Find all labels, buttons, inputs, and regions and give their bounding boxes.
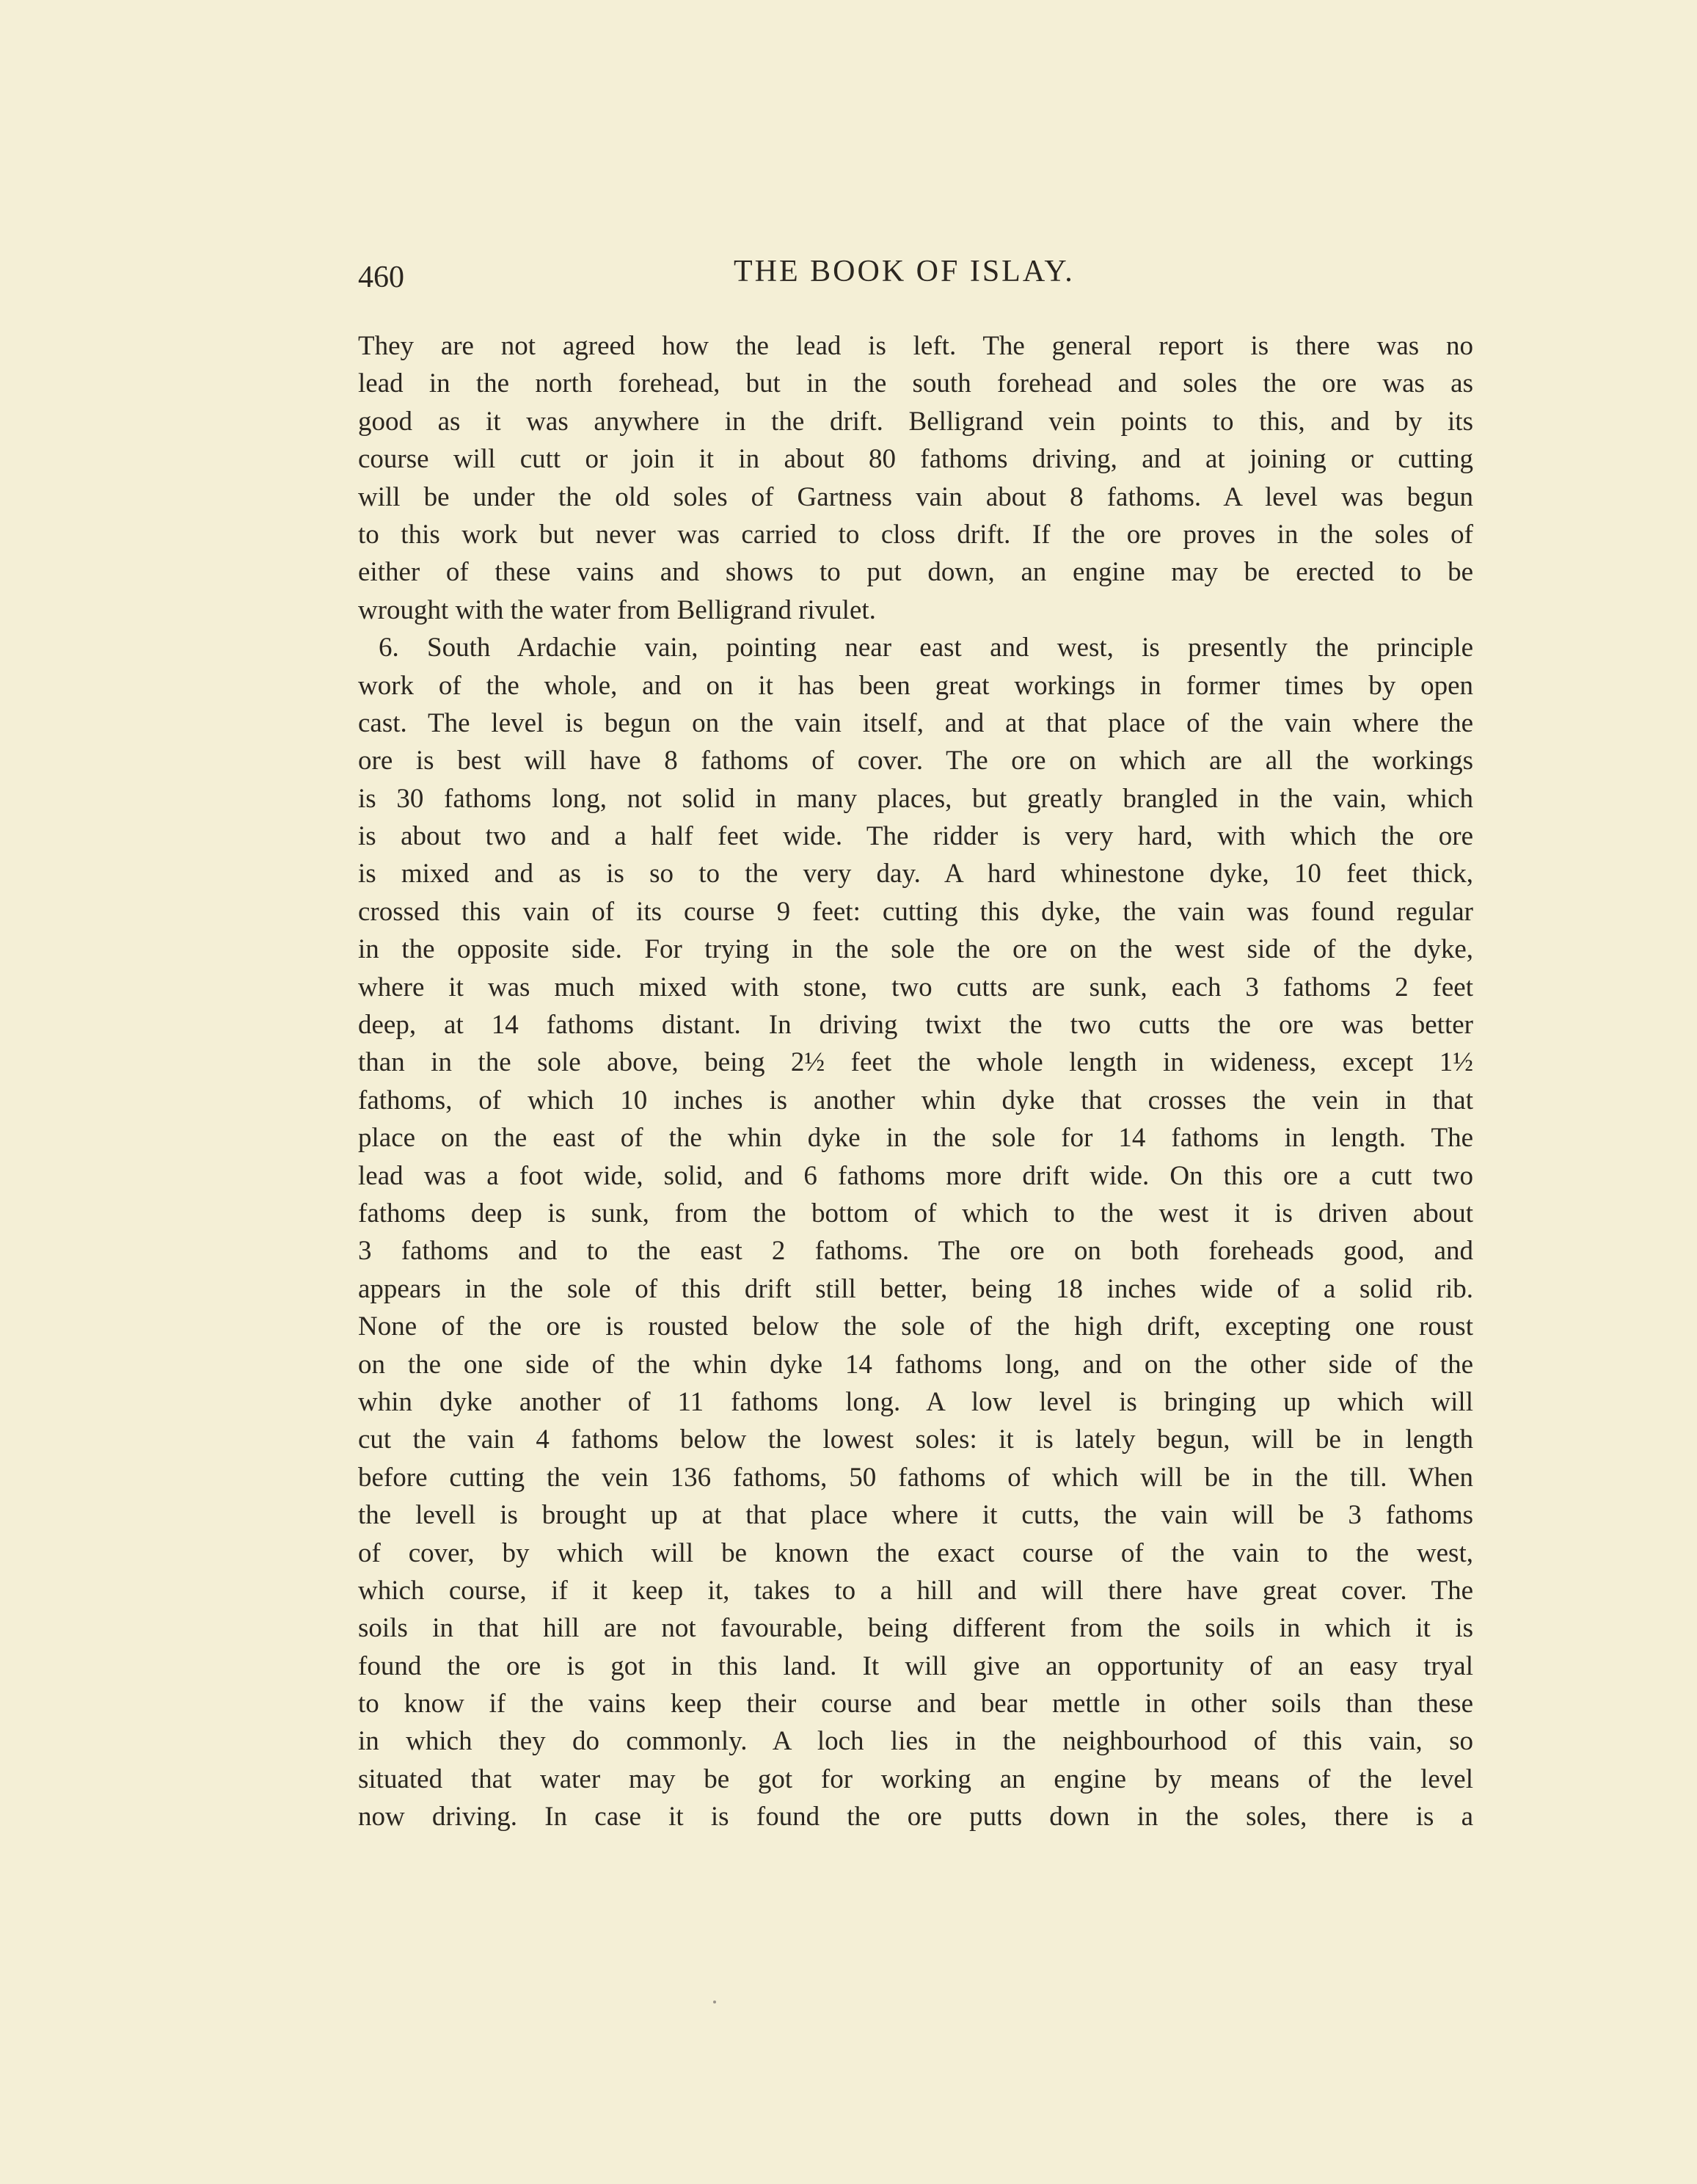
text-line: on the one side of the whin dyke 14 fathoms long, and on the other side of the: [358, 1349, 1473, 1380]
text-line: cast. The level is begun on the vain itself, and at that place of the vain where the: [358, 707, 1473, 738]
text-line: deep, at 14 fathoms distant. In driving twixt the two cutts the ore was better: [358, 1010, 1473, 1041]
text-line: cut the vain 4 fathoms below the lowest soles: it is lately begun, will be in length: [358, 1424, 1473, 1455]
running-head: [358, 255, 1459, 299]
book-title: THE BOOK OF ISLAY.: [734, 255, 1075, 288]
text-line: in the opposite side. For trying in the sole the ore on the west side of the dyke,: [358, 934, 1473, 965]
text-line: appears in the sole of this drift still better, being 18 inches wide of a solid rib.: [358, 1273, 1473, 1304]
text-line: is 30 fathoms long, not solid in many places, but greatly brangled in the vain, which: [358, 783, 1473, 814]
text-line: They are not agreed how the lead is left. The general report is there was no: [358, 331, 1473, 361]
text-line: which course, if it keep it, takes to a hill and will there have great cover. The: [358, 1575, 1473, 1606]
text-line: to know if the vains keep their course and bear mettle in other soils than these: [358, 1689, 1473, 1719]
text-line: in which they do commonly. A loch lies in the neighbourhood of this vain, so: [358, 1726, 1473, 1757]
text-line: than in the sole above, being 2½ feet the whole length in wideness, except 1½: [358, 1047, 1473, 1078]
text-line: the levell is brought up at that place where it cutts, the vain will be 3 fathoms: [358, 1500, 1473, 1531]
page-number: 460: [358, 261, 404, 294]
text-line: is about two and a half feet wide. The ridder is very hard, with which the ore: [358, 821, 1473, 852]
body-text: [358, 327, 1473, 1836]
text-line: good as it was anywhere in the drift. Belligrand vein points to this, and by its: [358, 406, 1473, 437]
text-line: lead was a foot wide, solid, and 6 fathoms more drift wide. On this ore a cutt two: [358, 1160, 1473, 1191]
text-line: found the ore is got in this land. It will give an opportunity of an easy tryal: [358, 1650, 1473, 1681]
text-line: place on the east of the whin dyke in the sole for 14 fathoms in length. The: [358, 1123, 1473, 1154]
text-line: to this work but never was carried to closs drift. If the ore proves in the soles of: [358, 519, 1473, 550]
text-line: situated that water may be got for working an engine by means of the level: [358, 1763, 1473, 1794]
text-line: None of the ore is rousted below the sole of the high drift, excepting one roust: [358, 1311, 1473, 1342]
text-line: of cover, by which will be known the exact course of the vain to the west,: [358, 1537, 1473, 1568]
text-line: will be under the old soles of Gartness vain about 8 fathoms. A level was begun: [358, 481, 1473, 512]
text-line: 3 fathoms and to the east 2 fathoms. The ore on both foreheads good, and: [358, 1236, 1473, 1267]
text-line: fathoms deep is sunk, from the bottom of which to the west it is driven about: [358, 1198, 1473, 1228]
text-line: whin dyke another of 11 fathoms long. A low level is bringing up which will: [358, 1386, 1473, 1417]
text-line: course will cutt or join it in about 80 fathoms driving, and at joining or cutting: [358, 444, 1473, 475]
text-line: is mixed and as is so to the very day. A hard whinestone dyke, 10 feet thick,: [358, 859, 1473, 889]
paper-speck: [713, 2001, 716, 2003]
text-line: ore is best will have 8 fathoms of cover. The ore on which are all the workings: [358, 746, 1473, 776]
text-line: either of these vains and shows to put down, an engine may be erected to be: [358, 557, 1473, 588]
text-line: now driving. In case it is found the ore putts down in the soles, there is a: [358, 1802, 1473, 1832]
text-line: where it was much mixed with stone, two cutts are sunk, each 3 fathoms 2 feet: [358, 972, 1473, 1002]
text-line: soils in that hill are not favourable, being different from the soils in which it is: [358, 1613, 1473, 1644]
text-line: 6. South Ardachie vain, pointing near east and west, is presently the principle: [379, 633, 1473, 663]
text-line: fathoms, of which 10 inches is another whin dyke that crosses the vein in that: [358, 1085, 1473, 1115]
text-line: wrought with the water from Belligrand rivulet.: [358, 594, 876, 625]
text-line: work of the whole, and on it has been great workings in former times by open: [358, 670, 1473, 701]
text-line: crossed this vain of its course 9 feet: cutting this dyke, the vain was found regular: [358, 896, 1473, 927]
text-line: before cutting the vein 136 fathoms, 50 fathoms of which will be in the till. When: [358, 1462, 1473, 1493]
text-line: lead in the north forehead, but in the south forehead and soles the ore was as: [358, 368, 1473, 399]
